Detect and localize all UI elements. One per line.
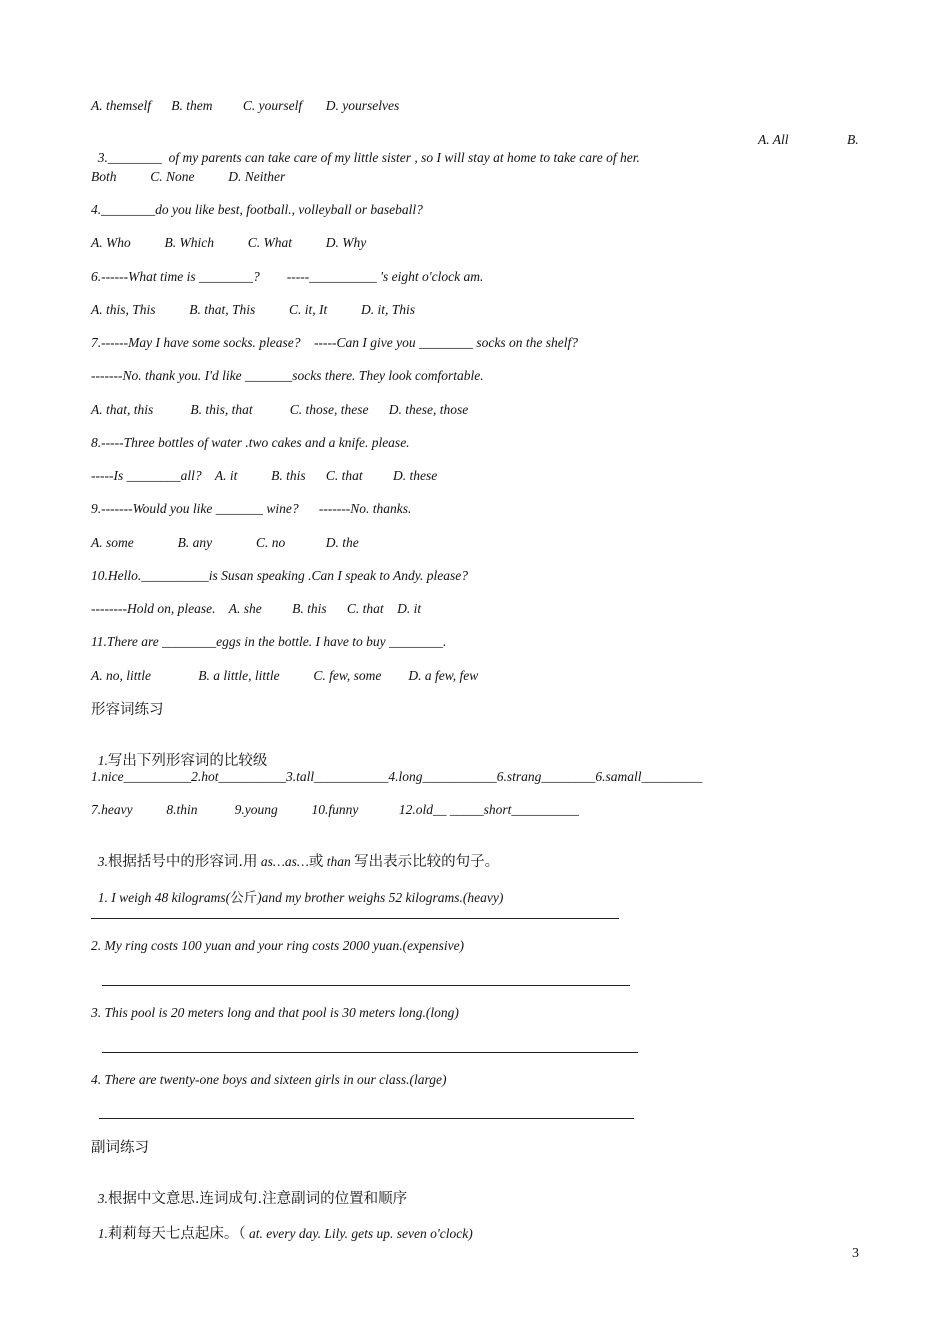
options-line: A. no, little B. a little, little C. few, some D. a few, few xyxy=(91,668,479,683)
sentence-1-part-a: 1. I weigh 48 kilograms( xyxy=(97,890,231,905)
adj-task-3 xyxy=(91,835,499,871)
question-3-option-a: A. All xyxy=(758,132,789,147)
answer-line xyxy=(102,985,630,986)
question-7: 7.------May I have some socks. please? -----Can I give you ________ socks on the shelf? xyxy=(91,335,578,350)
options-line: A. some B. any C. no D. the xyxy=(91,535,359,550)
adj-task-3-number: 3. xyxy=(97,854,108,869)
section-heading-adjectives: 形容词练习 xyxy=(91,702,164,718)
adv-task-3 xyxy=(91,1172,407,1208)
adj-task-3-or: 或 xyxy=(308,854,324,870)
sentence-1-part-b: )and my brother weighs 52 kilograms.(heavy) xyxy=(257,890,504,905)
question-9: 9.-------Would you like _______ wine? -------No. thanks. xyxy=(91,501,412,516)
section-heading-adverbs: 副词练习 xyxy=(91,1140,149,1156)
question-8: 8.-----Three bottles of water .two cakes and a knife. please. xyxy=(91,435,410,450)
adj-task-1 xyxy=(91,734,267,770)
answer-line xyxy=(102,1052,638,1053)
question-8-reply: -----Is ________all? A. it B. this C. that D. these xyxy=(91,468,438,483)
sentence-3: 3. This pool is 20 meters long and that pool is 30 meters long.(long) xyxy=(91,1005,459,1020)
adj-word-list: 7.heavy 8.thin 9.young 10.funny 12.old__ _____short__________ xyxy=(91,802,579,817)
question-10: 10.Hello.__________is Susan speaking .Can I speak to Andy. please? xyxy=(91,568,468,583)
question-11: 11.There are ________eggs in the bottle. I have to buy ________. xyxy=(91,634,447,649)
sentence-4: 4. There are twenty-one boys and sixteen girls in our class.(large) xyxy=(91,1072,447,1087)
adj-task-3-than: than xyxy=(323,854,355,869)
question-7-reply: -------No. thank you. I'd like _______socks there. They look comfortable. xyxy=(91,368,484,383)
adv-task-3-number: 3. xyxy=(97,1191,108,1206)
options-line: A. this, This B. that, This C. it, It D. it, This xyxy=(91,302,416,317)
sentence-2: 2. My ring costs 100 yuan and your ring costs 2000 yuan.(expensive) xyxy=(91,938,465,953)
answer-line xyxy=(99,1118,634,1119)
page-number: 3 xyxy=(852,1246,859,1261)
adv-item-1-number: 1. xyxy=(97,1226,108,1241)
question-4: 4.________do you like best, football., volleyball or baseball? xyxy=(91,202,423,217)
question-3-option-b: B. xyxy=(847,132,859,147)
sentence-1 xyxy=(91,871,503,907)
options-line: A. themself B. them C. yourself D. yourselves xyxy=(91,98,400,113)
adv-item-1 xyxy=(91,1207,473,1243)
adj-word-list: 1.nice__________2.hot__________3.tall___________4.long___________6.strang________6.samall_________ xyxy=(91,769,703,784)
adj-task-3-text: 根据括号中的形容词.用 xyxy=(107,854,258,870)
question-3 xyxy=(91,131,640,167)
question-10-reply: --------Hold on, please. A. she B. this C. that D. it xyxy=(91,601,422,616)
answer-line xyxy=(91,918,619,919)
options-line: Both C. None D. Neither xyxy=(91,169,286,184)
adj-task-1-number: 1. xyxy=(97,753,108,768)
adv-task-3-text: 根据中文意思.连词成句.注意副词的位置和顺序 xyxy=(107,1191,408,1207)
question-6: 6.------What time is ________? -----__________ 's eight o'clock am. xyxy=(91,269,484,284)
question-3-text: 3.________ of my parents can take care of my little sister , so I will stay at home to take care of her. xyxy=(97,150,640,165)
adj-task-3-as: as…as… xyxy=(257,854,309,869)
adj-task-1-text: 写出下列形容词的比较级 xyxy=(107,753,268,769)
options-line: A. Who B. Which C. What D. Why xyxy=(91,235,367,250)
sentence-1-chinese: 公斤 xyxy=(230,890,258,906)
options-line: A. that, this B. this, that C. those, these D. these, those xyxy=(91,402,469,417)
adj-task-3-tail: 写出表示比较的句子。 xyxy=(354,854,500,870)
adv-item-1-chinese: 莉莉每天七点起床。（ xyxy=(107,1226,246,1242)
adv-item-1-words: at. every day. Lily. gets up. seven o'clock) xyxy=(245,1226,473,1241)
